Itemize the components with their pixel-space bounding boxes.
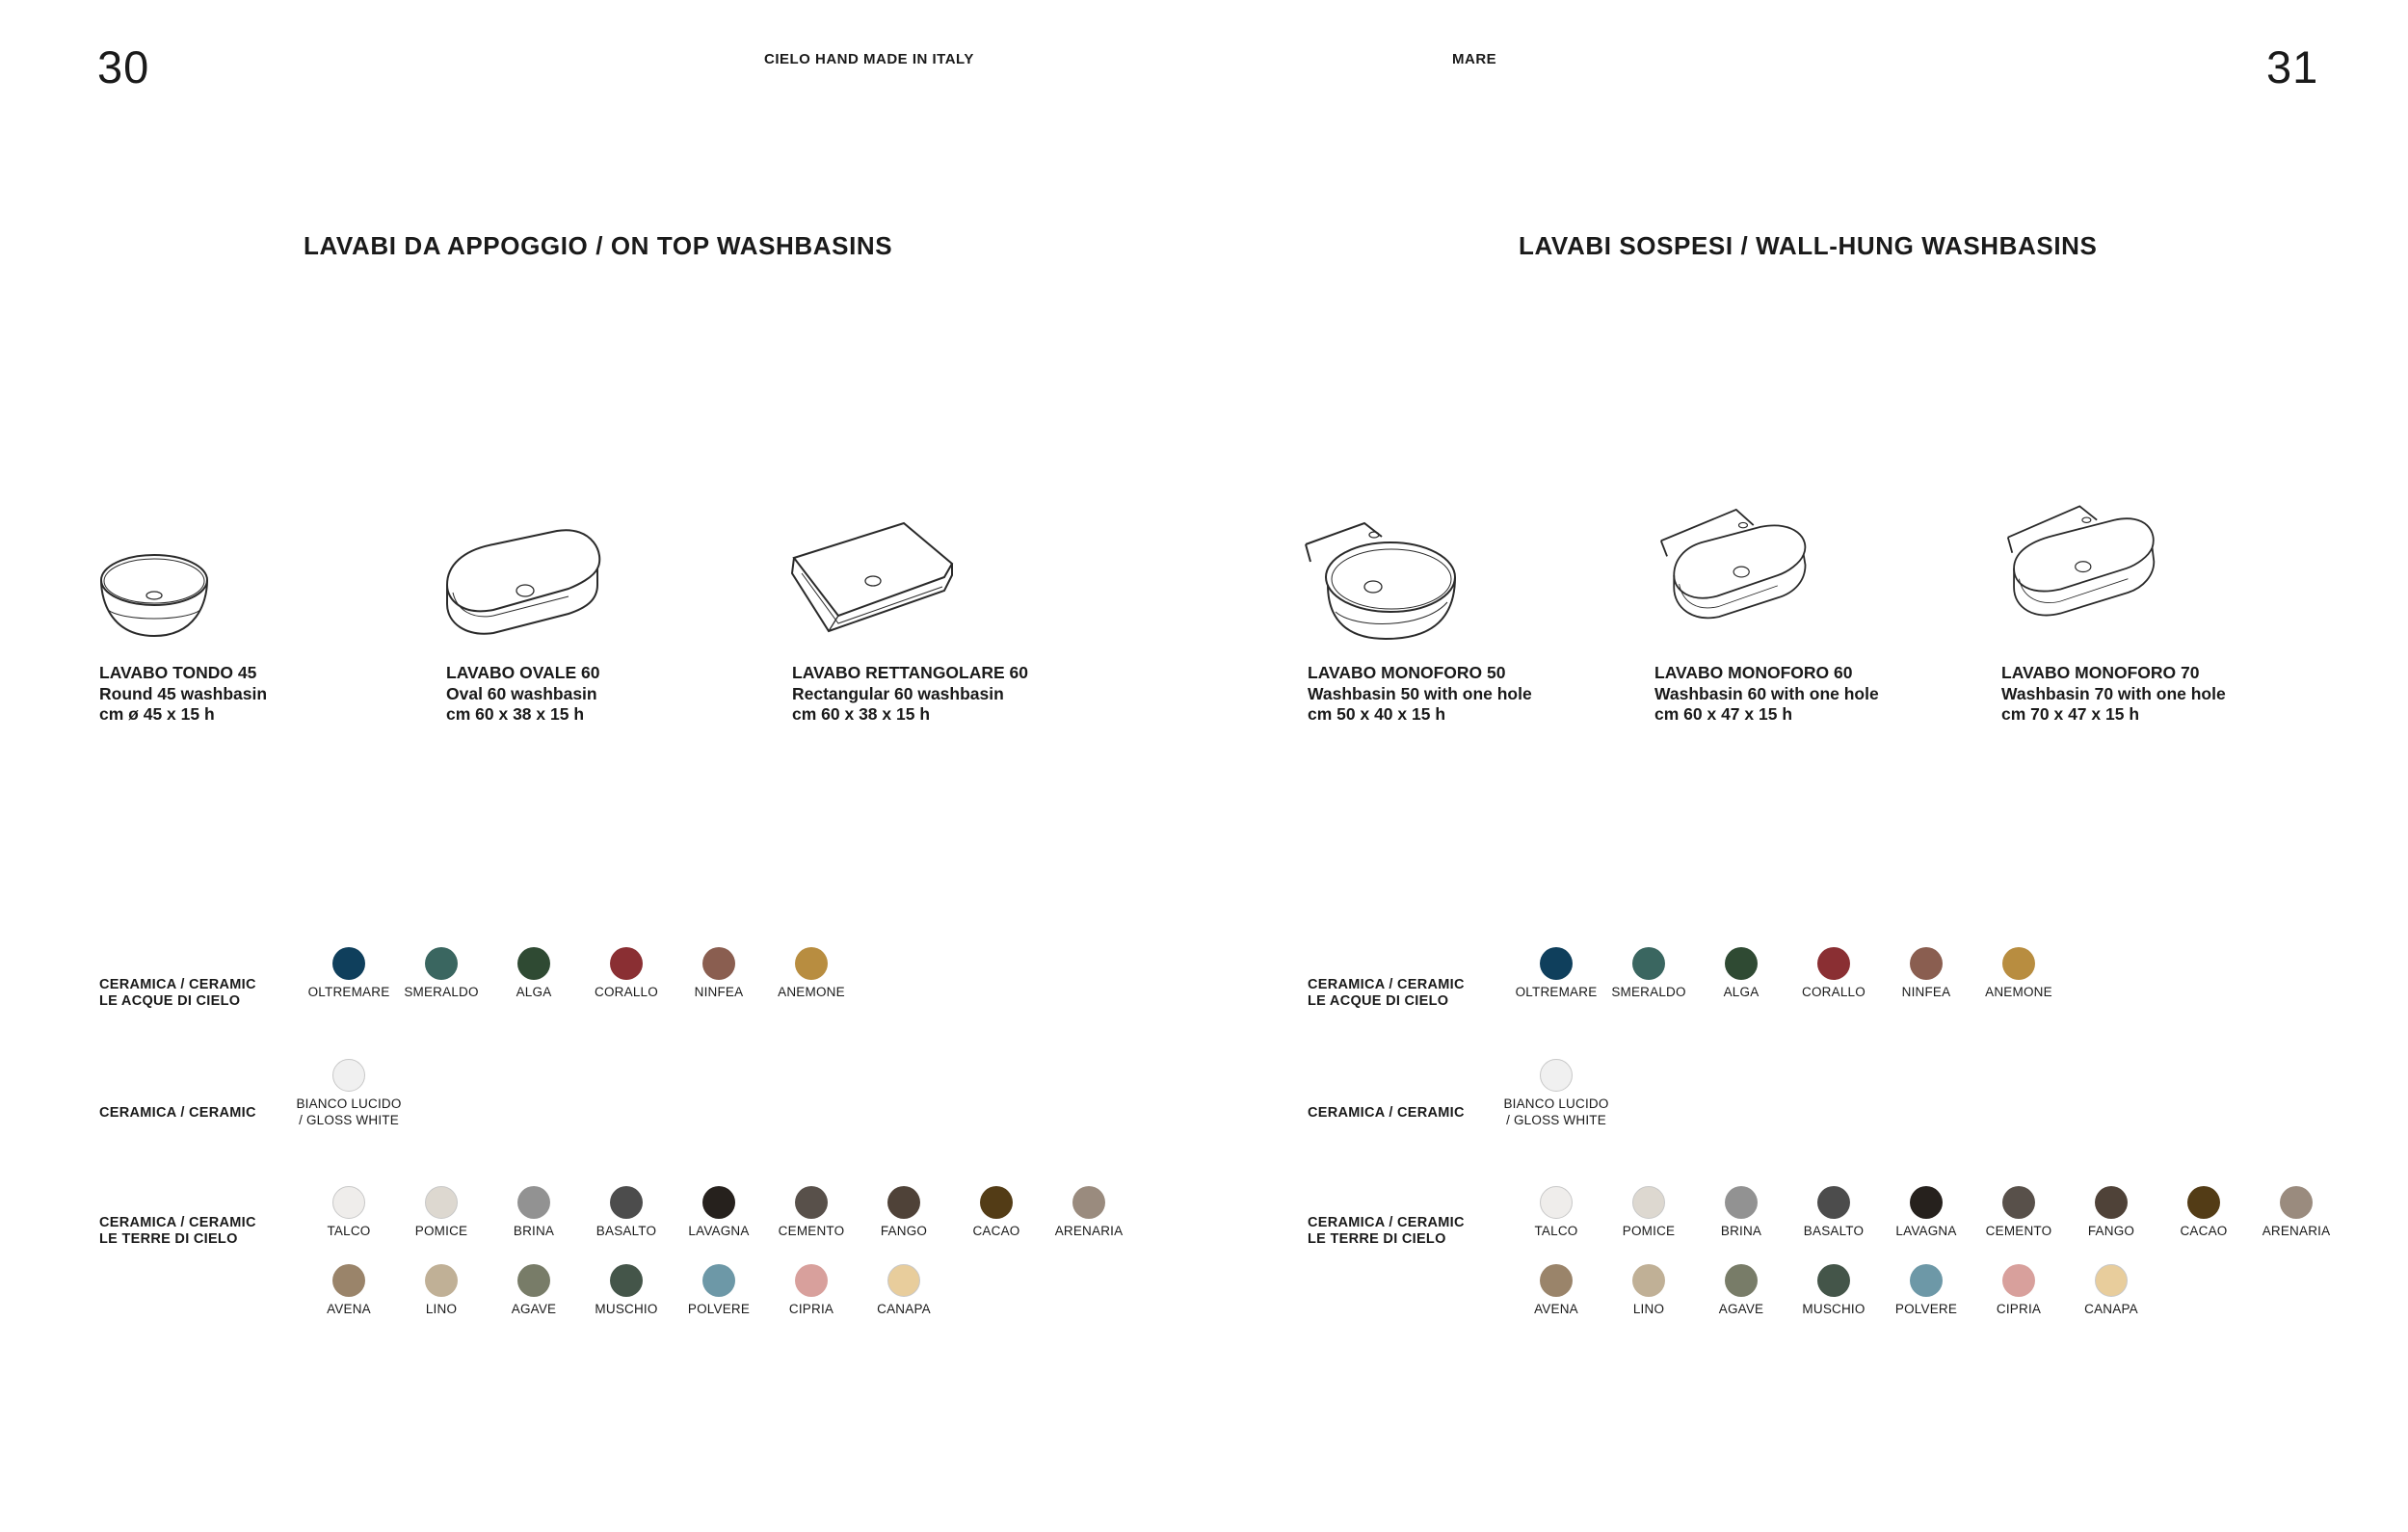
color-swatch	[291, 1059, 407, 1128]
swatch-name: MUSCHIO	[1802, 1302, 1866, 1316]
swatch-color-dot	[795, 1264, 828, 1297]
swatch-name: BIANCO LUCIDO	[296, 1096, 402, 1111]
finish-label-line: CERAMICA / CERAMIC	[1308, 1105, 1465, 1121]
swatch-color-dot	[332, 947, 365, 980]
swatch-color-dot	[1910, 1186, 1943, 1219]
product-size: cm 60 x 38 x 15 h	[792, 704, 931, 724]
finish-label-line: CERAMICA / CERAMIC	[99, 1215, 256, 1230]
color-swatch	[1031, 1186, 1147, 1239]
swatch-name: BASALTO	[595, 1224, 657, 1238]
swatch-name: CANAPA	[877, 1302, 931, 1316]
product-description: Round 45 washbasin	[99, 683, 268, 703]
swatch-color-dot	[1817, 1186, 1850, 1219]
swatch-name: OLTREMARE	[307, 985, 390, 999]
swatch-name: BRINA	[1720, 1224, 1762, 1238]
product-rectangular-60	[792, 663, 1110, 726]
finish-label-line: CERAMICA / CERAMIC	[99, 977, 256, 992]
swatch-name: MUSCHIO	[595, 1302, 658, 1316]
swatch-name: POLVERE	[687, 1302, 751, 1316]
finish-label-acque-left	[99, 977, 256, 1009]
running-header-collection: MARE	[1452, 51, 1497, 67]
wall-hung-washbasin-70-icon	[1995, 501, 2168, 626]
color-swatch	[846, 1264, 962, 1317]
finish-label-line: CERAMICA / CERAMIC	[99, 1105, 256, 1121]
wall-hung-washbasin-60-icon	[1648, 501, 1821, 626]
product-size: cm 60 x 47 x 15 h	[1654, 704, 1793, 724]
color-swatch	[754, 947, 869, 1000]
finish-label-line: CERAMICA / CERAMIC	[1308, 977, 1465, 992]
swatch-color-dot	[980, 1186, 1013, 1219]
product-description: Washbasin 50 with one hole	[1308, 683, 1532, 703]
product-description: Washbasin 60 with one hole	[1654, 683, 1879, 703]
swatch-color-dot	[517, 947, 550, 980]
page-number-left: 30	[97, 41, 150, 92]
swatch-color-dot	[517, 1186, 550, 1219]
color-swatch	[1961, 947, 2077, 1000]
finish-label-line: LE ACQUE DI CIELO	[99, 992, 241, 1009]
swatch-color-dot	[702, 1264, 735, 1297]
product-name: LAVABO MONOFORO 60	[1654, 663, 1853, 682]
swatch-color-dot	[2280, 1186, 2313, 1219]
swatch-color-dot	[702, 947, 735, 980]
swatch-name: POMICE	[414, 1224, 468, 1238]
swatch-name: CEMENTO	[1985, 1224, 2052, 1238]
swatch-name: BIANCO LUCIDO	[1503, 1096, 1609, 1111]
swatch-name: AGAVE	[511, 1302, 557, 1316]
swatch-name: TALCO	[327, 1224, 371, 1238]
product-size: cm 60 x 38 x 15 h	[446, 704, 585, 724]
swatch-name: CANAPA	[2084, 1302, 2138, 1316]
swatch-color-dot	[332, 1264, 365, 1297]
swatch-name: SMERALDO	[404, 985, 479, 999]
swatch-name: TALCO	[1534, 1224, 1578, 1238]
swatch-color-dot	[1817, 947, 1850, 980]
swatch-color-dot	[887, 1264, 920, 1297]
product-round-45	[99, 663, 417, 726]
swatch-name: LINO	[425, 1302, 458, 1316]
swatch-color-dot	[332, 1186, 365, 1219]
swatch-color-dot	[2095, 1186, 2128, 1219]
swatch-name: CIPRIA	[1996, 1302, 2042, 1316]
swatch-color-dot	[1540, 947, 1573, 980]
swatch-color-dot	[425, 947, 458, 980]
swatch-name: FANGO	[880, 1224, 928, 1238]
swatch-name: CIPRIA	[788, 1302, 834, 1316]
swatch-color-dot	[517, 1264, 550, 1297]
swatch-name: LAVAGNA	[1895, 1224, 1957, 1238]
wall-hung-washbasin-50-icon	[1301, 515, 1474, 641]
swatch-color-dot	[1540, 1264, 1573, 1297]
swatch-name: ANEMONE	[778, 985, 845, 999]
finish-label-acque-right	[1308, 977, 1465, 1009]
product-description: Washbasin 70 with one hole	[2001, 683, 2226, 703]
swatch-color-dot	[1540, 1186, 1573, 1219]
product-name: LAVABO MONOFORO 70	[2001, 663, 2200, 682]
swatch-color-dot	[795, 947, 828, 980]
swatch-color-dot	[1910, 947, 1943, 980]
swatch-color-dot	[2002, 947, 2035, 980]
swatch-name: NINFEA	[694, 985, 744, 999]
oval-washbasin-icon	[434, 515, 607, 641]
color-swatch	[2238, 1186, 2354, 1239]
running-header-brand: CIELO HAND MADE IN ITALY	[764, 51, 974, 67]
swatch-color-dot	[702, 1186, 735, 1219]
product-name: LAVABO TONDO 45	[99, 663, 257, 682]
swatch-color-dot	[425, 1264, 458, 1297]
swatch-name: NINFEA	[1901, 985, 1951, 999]
product-monoforo-70	[2001, 663, 2319, 726]
swatch-color-dot	[332, 1059, 365, 1092]
swatch-name: AVENA	[327, 1302, 371, 1316]
swatch-color-dot	[610, 947, 643, 980]
swatch-name: BRINA	[513, 1224, 555, 1238]
swatch-name: ALGA	[1723, 985, 1760, 999]
product-size: cm 50 x 40 x 15 h	[1308, 704, 1446, 724]
finish-label-terre-right	[1308, 1215, 1465, 1247]
finish-label-terre-left	[99, 1215, 256, 1247]
finish-label-line: LE TERRE DI CIELO	[1308, 1230, 1446, 1247]
swatch-name: POLVERE	[1894, 1302, 1958, 1316]
swatch-color-dot	[1725, 1264, 1758, 1297]
swatch-name: POMICE	[1622, 1224, 1676, 1238]
product-name: LAVABO MONOFORO 50	[1308, 663, 1506, 682]
product-size: cm ø 45 x 15 h	[99, 704, 215, 724]
swatch-color-dot	[610, 1264, 643, 1297]
swatch-name: ANEMONE	[1985, 985, 2052, 999]
swatch-color-dot	[1632, 947, 1665, 980]
swatch-name: OLTREMARE	[1515, 985, 1598, 999]
swatch-color-dot	[2002, 1186, 2035, 1219]
swatch-name: ARENARIA	[1054, 1224, 1124, 1238]
swatch-color-dot	[2002, 1264, 2035, 1297]
swatch-name: CACAO	[2180, 1224, 2228, 1238]
section-title-wall-hung: LAVABI SOSPESI / WALL-HUNG WASHBASINS	[1519, 231, 2098, 260]
swatch-color-dot	[1725, 1186, 1758, 1219]
swatch-color-dot	[887, 1186, 920, 1219]
swatch-name: CACAO	[972, 1224, 1020, 1238]
swatch-color-dot	[1632, 1264, 1665, 1297]
swatch-name: AVENA	[1534, 1302, 1578, 1316]
swatch-name: / GLOSS WHITE	[299, 1113, 399, 1127]
swatch-name: CEMENTO	[778, 1224, 845, 1238]
swatch-name: ALGA	[516, 985, 552, 999]
swatch-color-dot	[1817, 1264, 1850, 1297]
swatch-name: AGAVE	[1718, 1302, 1764, 1316]
rectangular-washbasin-icon	[781, 515, 954, 641]
swatch-name: FANGO	[2087, 1224, 2135, 1238]
swatch-name: CORALLO	[595, 985, 658, 999]
swatch-color-dot	[1540, 1059, 1573, 1092]
swatch-name: LINO	[1632, 1302, 1665, 1316]
page-number-right: 31	[2266, 41, 2319, 92]
swatch-color-dot	[1632, 1186, 1665, 1219]
swatch-color-dot	[425, 1186, 458, 1219]
swatch-name: CORALLO	[1802, 985, 1866, 999]
swatch-color-dot	[795, 1186, 828, 1219]
product-name: LAVABO RETTANGOLARE 60	[792, 663, 1029, 682]
color-swatch	[2053, 1264, 2169, 1317]
swatch-color-dot	[1910, 1264, 1943, 1297]
product-monoforo-50	[1308, 663, 1626, 726]
finish-label-line: LE ACQUE DI CIELO	[1308, 992, 1449, 1009]
swatch-name: ARENARIA	[2262, 1224, 2331, 1238]
finish-label-ceramic-left	[99, 1105, 256, 1122]
product-monoforo-60	[1654, 663, 1972, 726]
color-swatch	[1498, 1059, 1614, 1128]
product-oval-60	[446, 663, 764, 726]
finish-label-line: LE TERRE DI CIELO	[99, 1230, 238, 1247]
swatch-color-dot	[1725, 947, 1758, 980]
product-description: Rectangular 60 washbasin	[792, 683, 1004, 703]
round-washbasin-icon	[87, 515, 260, 641]
swatch-name: SMERALDO	[1611, 985, 1686, 999]
swatch-color-dot	[2095, 1264, 2128, 1297]
product-size: cm 70 x 47 x 15 h	[2001, 704, 2140, 724]
section-title-on-top: LAVABI DA APPOGGIO / ON TOP WASHBASINS	[304, 231, 893, 260]
swatch-name: LAVAGNA	[688, 1224, 750, 1238]
swatch-color-dot	[1072, 1186, 1105, 1219]
swatch-name: / GLOSS WHITE	[1506, 1113, 1606, 1127]
swatch-color-dot	[2187, 1186, 2220, 1219]
finish-label-line: CERAMICA / CERAMIC	[1308, 1215, 1465, 1230]
product-name: LAVABO OVALE 60	[446, 663, 600, 682]
swatch-name: BASALTO	[1803, 1224, 1865, 1238]
swatch-color-dot	[610, 1186, 643, 1219]
product-description: Oval 60 washbasin	[446, 683, 597, 703]
finish-label-ceramic-right	[1308, 1105, 1465, 1122]
